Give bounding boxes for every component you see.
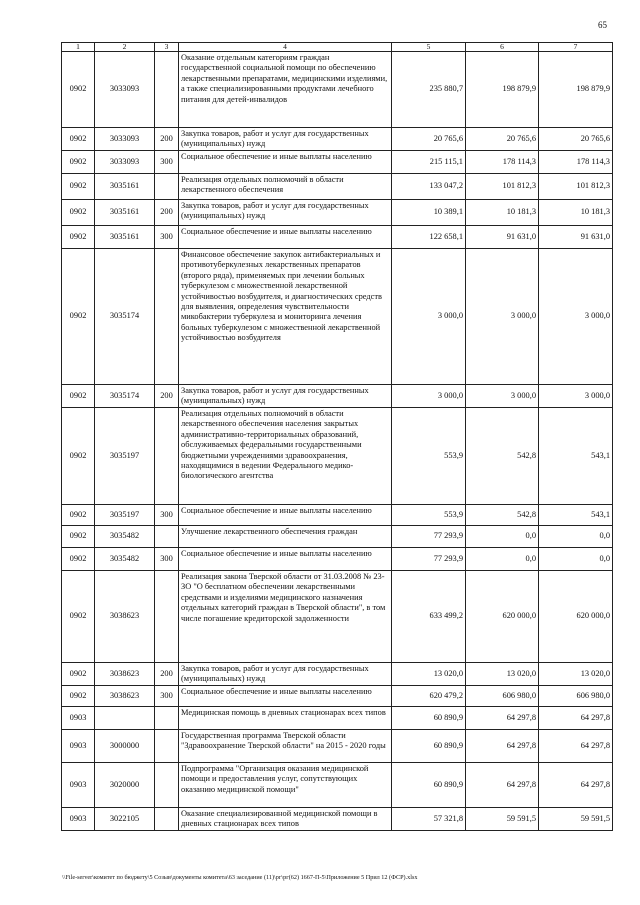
expense-type-cell <box>155 174 179 200</box>
amount-col5-cell: 3 000,0 <box>392 385 466 408</box>
table-row <box>62 151 613 174</box>
section-cell: 0902 <box>62 548 95 571</box>
amount-col7-cell: 620 000,0 <box>539 571 613 663</box>
item-name-cell: Реализация отдельных полномочий в области лекарственного обеспечения <box>179 174 392 200</box>
expense-type-cell: 300 <box>155 151 179 174</box>
section-cell: 0902 <box>62 128 95 151</box>
header-col-1: 1 <box>62 43 95 52</box>
section-cell: 0902 <box>62 174 95 200</box>
table-row <box>62 707 613 730</box>
amount-col6-cell: 10 181,3 <box>466 200 539 226</box>
expense-type-cell: 300 <box>155 226 179 249</box>
section-cell: 0902 <box>62 385 95 408</box>
amount-col5-cell: 633 499,2 <box>392 571 466 663</box>
header-row <box>62 43 613 52</box>
amount-col6-cell: 542,8 <box>466 408 539 505</box>
amount-col6-cell: 0,0 <box>466 526 539 548</box>
footer-file-path: \\File-server\комитет по бюджету\5 Созыв\документы комитета\63 заседание (11)\рг\рг(62) 1667-П-5\Приложение 5 Прил 12 (ФСР).xlsx <box>62 874 418 881</box>
item-name-cell: Оказание отдельным категориям граждан государственной социальной помощи по обеспечению лекарственными препаратами, медицинскими изделиями, а также специализированными продуктами лечебного питания для детей-инвалидов <box>179 52 392 128</box>
section-cell: 0902 <box>62 686 95 707</box>
table-row <box>62 548 613 571</box>
amount-col7-cell: 3 000,0 <box>539 249 613 385</box>
target-code-cell: 3035174 <box>95 385 155 408</box>
section-cell: 0902 <box>62 505 95 526</box>
amount-col6-cell: 542,8 <box>466 505 539 526</box>
expense-type-cell: 200 <box>155 663 179 686</box>
table-row <box>62 526 613 548</box>
amount-col6-cell: 3 000,0 <box>466 385 539 408</box>
amount-col5-cell: 10 389,1 <box>392 200 466 226</box>
section-cell: 0902 <box>62 571 95 663</box>
target-code-cell: 3035174 <box>95 249 155 385</box>
amount-col5-cell: 620 479,2 <box>392 686 466 707</box>
amount-col5-cell: 60 890,9 <box>392 707 466 730</box>
table-row <box>62 730 613 763</box>
target-code-cell: 3020000 <box>95 763 155 808</box>
section-cell: 0902 <box>62 249 95 385</box>
amount-col6-cell: 64 297,8 <box>466 763 539 808</box>
amount-col5-cell: 60 890,9 <box>392 730 466 763</box>
amount-col6-cell: 620 000,0 <box>466 571 539 663</box>
section-cell: 0903 <box>62 763 95 808</box>
amount-col6-cell: 198 879,9 <box>466 52 539 128</box>
item-name-cell: Социальное обеспечение и иные выплаты населению <box>179 226 392 249</box>
section-cell: 0902 <box>62 408 95 505</box>
expense-type-cell: 300 <box>155 548 179 571</box>
amount-col5-cell: 3 000,0 <box>392 249 466 385</box>
amount-col6-cell: 64 297,8 <box>466 707 539 730</box>
amount-col6-cell: 606 980,0 <box>466 686 539 707</box>
amount-col6-cell: 0,0 <box>466 548 539 571</box>
section-cell: 0902 <box>62 226 95 249</box>
item-name-cell: Социальное обеспечение и иные выплаты населению <box>179 151 392 174</box>
expense-type-cell <box>155 249 179 385</box>
budget-table <box>61 42 613 831</box>
amount-col5-cell: 553,9 <box>392 505 466 526</box>
header-col-7: 7 <box>539 43 613 52</box>
item-name-cell: Реализация отдельных полномочий в области лекарственного обеспечения населения закрытых административно-территориальных образований, обслуживаемых федеральными государственными бюджетными учреждениями здравоохранения, находящимися в ведении Федерального медико-биологического агентства <box>179 408 392 505</box>
table-row <box>62 52 613 128</box>
item-name-cell: Социальное обеспечение и иные выплаты населению <box>179 505 392 526</box>
amount-col7-cell: 91 631,0 <box>539 226 613 249</box>
target-code-cell: 3035161 <box>95 226 155 249</box>
table-row <box>62 174 613 200</box>
table-row <box>62 686 613 707</box>
target-code-cell: 3000000 <box>95 730 155 763</box>
amount-col7-cell: 3 000,0 <box>539 385 613 408</box>
section-cell: 0903 <box>62 707 95 730</box>
expense-type-cell <box>155 526 179 548</box>
expense-type-cell <box>155 408 179 505</box>
table-row <box>62 385 613 408</box>
table-row <box>62 808 613 831</box>
item-name-cell: Улучшение лекарственного обеспечения граждан <box>179 526 392 548</box>
item-name-cell: Оказание специализированной медицинской помощи в дневных стационарах всех типов <box>179 808 392 831</box>
amount-col7-cell: 606 980,0 <box>539 686 613 707</box>
item-name-cell: Реализация закона Тверской области от 31.03.2008 № 23-ЗО "О бесплатном обеспечении лекарственными средствами и изделиями медицинского назначения отдельных категорий граждан в Тверской области", в том числе погашение кредиторской задолженности <box>179 571 392 663</box>
amount-col6-cell: 64 297,8 <box>466 730 539 763</box>
amount-col5-cell: 215 115,1 <box>392 151 466 174</box>
expense-type-cell: 200 <box>155 385 179 408</box>
amount-col7-cell: 198 879,9 <box>539 52 613 128</box>
expense-type-cell: 200 <box>155 200 179 226</box>
expense-type-cell <box>155 763 179 808</box>
header-col-5: 5 <box>392 43 466 52</box>
page-number: 65 <box>598 20 607 30</box>
amount-col7-cell: 543,1 <box>539 505 613 526</box>
target-code-cell: 3033093 <box>95 151 155 174</box>
expense-type-cell <box>155 52 179 128</box>
amount-col7-cell: 10 181,3 <box>539 200 613 226</box>
item-name-cell: Медицинская помощь в дневных стационарах всех типов <box>179 707 392 730</box>
amount-col5-cell: 57 321,8 <box>392 808 466 831</box>
table-body <box>62 52 613 831</box>
header-col-3: 3 <box>155 43 179 52</box>
section-cell: 0903 <box>62 730 95 763</box>
table-row <box>62 763 613 808</box>
expense-type-cell: 200 <box>155 128 179 151</box>
section-cell: 0902 <box>62 52 95 128</box>
target-code-cell: 3033093 <box>95 128 155 151</box>
item-name-cell: Закупка товаров, работ и услуг для государственных (муниципальных) нужд <box>179 128 392 151</box>
item-name-cell: Социальное обеспечение и иные выплаты населению <box>179 686 392 707</box>
expense-type-cell <box>155 707 179 730</box>
amount-col6-cell: 13 020,0 <box>466 663 539 686</box>
item-name-cell: Финансовое обеспечение закупок антибактериальных и противотуберкулезных лекарственных препаратов (второго ряда), применяемых при лечении больных туберкулезом с множественной лекарственной устойчивостью возбудителя, и диагностических средств для выявления, определения чувствительности микобактерии туберкулеза и мониторинга лечения больных туберкулезом с множественной лекарственной устойчивостью возбудителя <box>179 249 392 385</box>
table-row <box>62 571 613 663</box>
target-code-cell: 3022105 <box>95 808 155 831</box>
table-row <box>62 663 613 686</box>
amount-col7-cell: 20 765,6 <box>539 128 613 151</box>
amount-col7-cell: 101 812,3 <box>539 174 613 200</box>
section-cell: 0903 <box>62 808 95 831</box>
target-code-cell: 3038623 <box>95 571 155 663</box>
expense-type-cell <box>155 730 179 763</box>
header-col-6: 6 <box>466 43 539 52</box>
item-name-cell: Закупка товаров, работ и услуг для государственных (муниципальных) нужд <box>179 385 392 408</box>
expense-type-cell <box>155 571 179 663</box>
target-code-cell: 3035197 <box>95 505 155 526</box>
target-code-cell: 3035161 <box>95 200 155 226</box>
amount-col5-cell: 235 880,7 <box>392 52 466 128</box>
target-code-cell: 3035482 <box>95 548 155 571</box>
amount-col5-cell: 77 293,9 <box>392 548 466 571</box>
amount-col7-cell: 64 297,8 <box>539 707 613 730</box>
amount-col5-cell: 122 658,1 <box>392 226 466 249</box>
item-name-cell: Социальное обеспечение и иные выплаты населению <box>179 548 392 571</box>
expense-type-cell: 300 <box>155 505 179 526</box>
amount-col7-cell: 59 591,5 <box>539 808 613 831</box>
table-row <box>62 505 613 526</box>
amount-col5-cell: 553,9 <box>392 408 466 505</box>
amount-col7-cell: 178 114,3 <box>539 151 613 174</box>
table-row <box>62 200 613 226</box>
item-name-cell: Закупка товаров, работ и услуг для государственных (муниципальных) нужд <box>179 200 392 226</box>
amount-col6-cell: 20 765,6 <box>466 128 539 151</box>
target-code-cell: 3038623 <box>95 663 155 686</box>
table-row <box>62 408 613 505</box>
section-cell: 0902 <box>62 663 95 686</box>
amount-col7-cell: 64 297,8 <box>539 730 613 763</box>
amount-col5-cell: 133 047,2 <box>392 174 466 200</box>
amount-col5-cell: 20 765,6 <box>392 128 466 151</box>
table-row <box>62 226 613 249</box>
section-cell: 0902 <box>62 151 95 174</box>
section-cell: 0902 <box>62 200 95 226</box>
item-name-cell: Закупка товаров, работ и услуг для государственных (муниципальных) нужд <box>179 663 392 686</box>
amount-col5-cell: 13 020,0 <box>392 663 466 686</box>
target-code-cell: 3035197 <box>95 408 155 505</box>
amount-col7-cell: 543,1 <box>539 408 613 505</box>
amount-col6-cell: 101 812,3 <box>466 174 539 200</box>
amount-col6-cell: 178 114,3 <box>466 151 539 174</box>
amount-col7-cell: 64 297,8 <box>539 763 613 808</box>
expense-type-cell <box>155 808 179 831</box>
section-cell: 0902 <box>62 526 95 548</box>
item-name-cell: Подпрограмма "Организация оказания медицинской помощи и предоставления услуг, сопутствующих оказанию медицинской помощи" <box>179 763 392 808</box>
amount-col7-cell: 0,0 <box>539 526 613 548</box>
item-name-cell: Государственная программа Тверской области "Здравоохранение Тверской области" на 2015 - 2020 годы <box>179 730 392 763</box>
target-code-cell <box>95 707 155 730</box>
table-row <box>62 249 613 385</box>
header-col-2: 2 <box>95 43 155 52</box>
expense-type-cell: 300 <box>155 686 179 707</box>
amount-col7-cell: 13 020,0 <box>539 663 613 686</box>
amount-col5-cell: 60 890,9 <box>392 763 466 808</box>
header-col-4: 4 <box>179 43 392 52</box>
amount-col5-cell: 77 293,9 <box>392 526 466 548</box>
target-code-cell: 3033093 <box>95 52 155 128</box>
target-code-cell: 3038623 <box>95 686 155 707</box>
amount-col6-cell: 3 000,0 <box>466 249 539 385</box>
amount-col6-cell: 59 591,5 <box>466 808 539 831</box>
target-code-cell: 3035161 <box>95 174 155 200</box>
table-row <box>62 128 613 151</box>
target-code-cell: 3035482 <box>95 526 155 548</box>
amount-col7-cell: 0,0 <box>539 548 613 571</box>
amount-col6-cell: 91 631,0 <box>466 226 539 249</box>
